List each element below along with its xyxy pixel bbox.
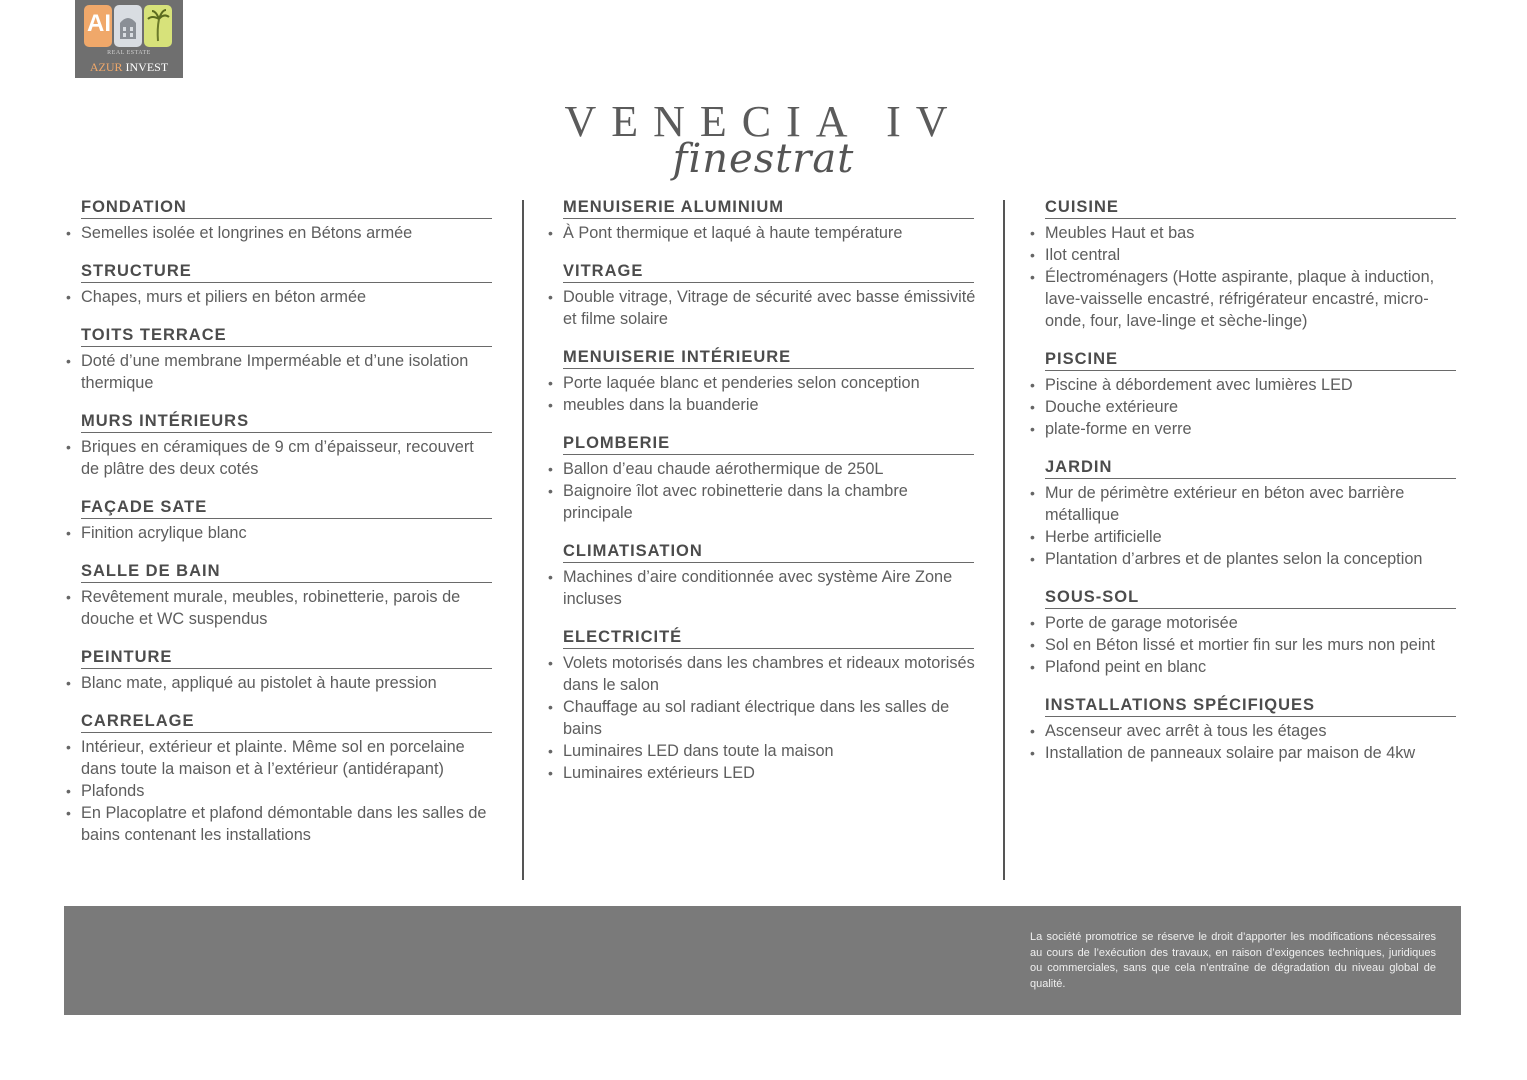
section-title: TOITS TERRACE: [81, 324, 492, 347]
spec-list: [548, 286, 978, 330]
spec-list: [548, 566, 978, 610]
spec-list: [66, 672, 496, 694]
spec-item: • Briques en céramiques de 9 cm d’épaisseur, recouvert de plâtre des deux cotés: [66, 436, 496, 480]
logo-tile-palm-icon: [144, 5, 172, 47]
section-title: PLOMBERIE: [563, 432, 974, 455]
spec-section: [66, 410, 496, 480]
spec-section: [548, 196, 978, 244]
spec-section: [66, 646, 496, 694]
spec-item: • Luminaires LED dans toute la maison: [548, 740, 978, 762]
logo-tiles: [84, 5, 174, 47]
column-divider: [1003, 200, 1005, 880]
section-title: ELECTRICITÉ: [563, 626, 974, 649]
spec-item: • Sol en Béton lissé et mortier fin sur les murs non peint: [1030, 634, 1462, 656]
spec-item: • Plantation d’arbres et de plantes selon la conception: [1030, 548, 1462, 570]
spec-item: • Meubles Haut et bas: [1030, 222, 1462, 244]
spec-section: [66, 496, 496, 544]
spec-section: [66, 196, 496, 244]
spec-item: • Porte de garage motorisée: [1030, 612, 1462, 634]
spec-item: • plate-forme en verre: [1030, 418, 1462, 440]
company-logo: [75, 0, 183, 78]
spec-section: [66, 324, 496, 394]
spec-section: [66, 710, 496, 846]
section-title: MURS INTÉRIEURS: [81, 410, 492, 433]
spec-item: • Herbe artificielle: [1030, 526, 1462, 548]
spec-section: [548, 540, 978, 610]
spec-item: • En Placoplatre et plafond démontable dans les salles de bains contenant les installations: [66, 802, 496, 846]
column-2: [548, 196, 978, 800]
spec-list: [1030, 720, 1462, 764]
spec-list: [1030, 222, 1462, 332]
spec-item: • Mur de périmètre extérieur en béton avec barrière métallique: [1030, 482, 1462, 526]
logo-mark: AI: [87, 10, 111, 37]
section-title: CLIMATISATION: [563, 540, 974, 563]
footer-band: [64, 906, 1461, 1015]
spec-section: [548, 432, 978, 524]
section-title: PISCINE: [1045, 348, 1456, 371]
spec-list: [66, 522, 496, 544]
section-title: MENUISERIE ALUMINIUM: [563, 196, 974, 219]
section-title: MENUISERIE INTÉRIEURE: [563, 346, 974, 369]
spec-list: [548, 222, 978, 244]
spec-list: [1030, 612, 1462, 678]
spec-list: [66, 286, 496, 308]
logo-tile-building-icon: [114, 5, 142, 47]
spec-item: • Ballon d’eau chaude aérothermique de 250L: [548, 458, 978, 480]
spec-item: • Chauffage au sol radiant électrique dans les salles de bains: [548, 696, 978, 740]
section-title: VITRAGE: [563, 260, 974, 283]
spec-item: • Installation de panneaux solaire par maison de 4kw: [1030, 742, 1462, 764]
building-icon: [114, 5, 142, 47]
spec-item: • Ilot central: [1030, 244, 1462, 266]
spec-item: • Baignoire îlot avec robinetterie dans la chambre principale: [548, 480, 978, 524]
spec-item: • Blanc mate, appliqué au pistolet à haute pression: [66, 672, 496, 694]
spec-section: [548, 626, 978, 784]
spec-list: [1030, 482, 1462, 570]
spec-list: [66, 586, 496, 630]
spec-section: [1030, 586, 1462, 678]
logo-brand-b: INVEST: [122, 60, 169, 74]
spec-section: [66, 260, 496, 308]
spec-item: • À Pont thermique et laqué à haute température: [548, 222, 978, 244]
disclaimer-text: La société promotrice se réserve le droit d’apporter les modifications nécessaires au cours de l’exécution des travaux, en raison d’exigences techniques, juridiques ou commerciales, sans que cela n’entraîne de dégradation du niveau global de qualité.: [1030, 931, 1436, 990]
section-title: CUISINE: [1045, 196, 1456, 219]
column-1: [66, 196, 496, 862]
logo-brand: [75, 60, 183, 75]
spec-list: [66, 736, 496, 846]
spec-item: • Doté d’une membrane Imperméable et d’une isolation thermique: [66, 350, 496, 394]
spec-item: • Machines d’aire conditionnée avec système Aire Zone incluses: [548, 566, 978, 610]
spec-item: • Revêtement murale, meubles, robinetterie, parois de douche et WC suspendus: [66, 586, 496, 630]
spec-section: [1030, 196, 1462, 332]
spec-list: [548, 652, 978, 784]
logo-brand-a: AZUR: [89, 60, 123, 74]
spec-list: [1030, 374, 1462, 440]
section-title: JARDIN: [1045, 456, 1456, 479]
section-title: FONDATION: [81, 196, 492, 219]
spec-section: [1030, 348, 1462, 440]
logo-tagline: REAL ESTATE: [107, 50, 151, 56]
section-title: FAÇADE SATE: [81, 496, 492, 519]
page-title: VENECIA IV: [564, 97, 963, 146]
spec-section: [1030, 456, 1462, 570]
spec-item: • Semelles isolée et longrines en Bétons armée: [66, 222, 496, 244]
spec-section: [66, 560, 496, 630]
palm-tree-icon: [144, 5, 172, 47]
spec-item: • Plafonds: [66, 780, 496, 802]
spec-item: • Chapes, murs et piliers en béton armée: [66, 286, 496, 308]
section-title: STRUCTURE: [81, 260, 492, 283]
spec-section: [1030, 694, 1462, 764]
spec-item: • Double vitrage, Vitrage de sécurité avec basse émissivité et filme solaire: [548, 286, 978, 330]
spec-item: • Luminaires extérieurs LED: [548, 762, 978, 784]
spec-item: • Douche extérieure: [1030, 396, 1462, 418]
spec-item: • meubles dans la buanderie: [548, 394, 978, 416]
spec-section: [548, 346, 978, 416]
spec-item: • Volets motorisés dans les chambres et rideaux motorisés dans le salon: [548, 652, 978, 696]
spec-item: • Porte laquée blanc et penderies selon conception: [548, 372, 978, 394]
column-3: [1030, 196, 1462, 780]
spec-list: [66, 350, 496, 394]
section-title: CARRELAGE: [81, 710, 492, 733]
spec-item: • Finition acrylique blanc: [66, 522, 496, 544]
spec-item: • Plafond peint en blanc: [1030, 656, 1462, 678]
spec-item: • Ascenseur avec arrêt à tous les étages: [1030, 720, 1462, 742]
section-title: INSTALLATIONS SPÉCIFIQUES: [1045, 694, 1456, 717]
section-title: PEINTURE: [81, 646, 492, 669]
section-title: SALLE DE BAIN: [81, 560, 492, 583]
spec-list: [548, 372, 978, 416]
spec-list: [548, 458, 978, 524]
section-title: SOUS-SOL: [1045, 586, 1456, 609]
spec-item: • Intérieur, extérieur et plainte. Même sol en porcelaine dans toute la maison et à l’extérieur (antidérapant): [66, 736, 496, 780]
spec-item: • Électroménagers (Hotte aspirante, plaque à induction, lave-vaisselle encastré, réfrigérateur encastré, micro-onde, four, lave-linge et sèche-linge): [1030, 266, 1462, 332]
spec-list: [66, 436, 496, 480]
page-subtitle: finestrat: [672, 136, 855, 182]
spec-item: • Piscine à débordement avec lumières LED: [1030, 374, 1462, 396]
spec-list: [66, 222, 496, 244]
spec-section: [548, 260, 978, 330]
column-divider: [522, 200, 524, 880]
